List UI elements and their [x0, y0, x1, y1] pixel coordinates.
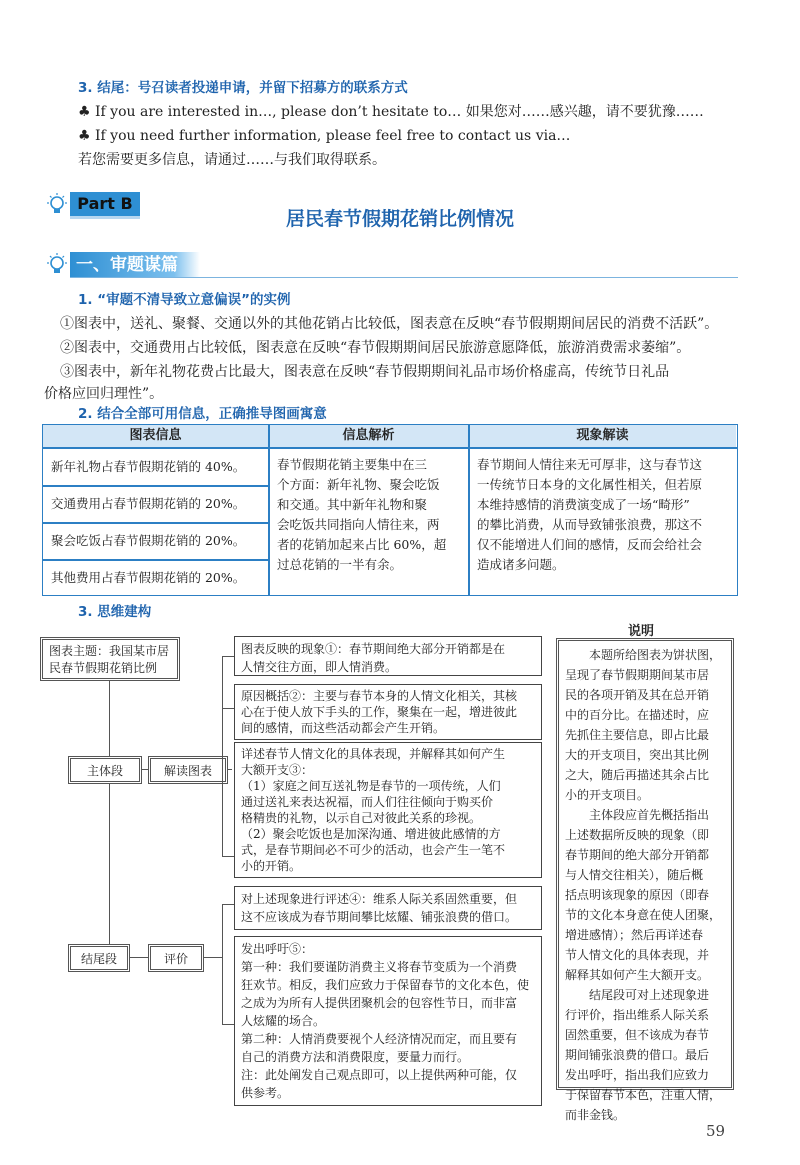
lightbulb-icon: [44, 252, 70, 278]
example-3: ③图表中，新年礼物花费占比最大，图表意在反映“春节假期期间礼品市场价格虚高，传统节日礼品: [60, 364, 670, 380]
table-header: 信息解析: [269, 425, 469, 447]
topic-box: 图表主题：我国某市居 民春节假期花销比例: [40, 637, 180, 681]
main-body-node: 主体段: [68, 756, 142, 784]
cause-box: 原因概括②：主要与春节本身的人情文化相关，其核 心在于使人放下手头的工作，聚集在一起，增进彼此 间的感情，而这些活动都会产生开销。: [234, 684, 542, 740]
phrase-line-3: 若您需要更多信息，请通过……与我们取得联系。: [78, 152, 386, 168]
table-row: 其他费用占春节假期花销的 20%。: [51, 570, 246, 585]
phenomenon-box: 图表反映的现象①：春节期间绝大部分开销都是在 人情交往方面，即人情消费。: [234, 636, 542, 676]
example-1: ①图表中，送礼、聚餐、交通以外的其他花销占比较低，图表意在反映“春节假期期间居民的消费不活跃”。: [60, 316, 719, 332]
info-table: [42, 424, 738, 596]
read-chart-node: 解读图表: [148, 756, 228, 784]
comment-box: 对上述现象进行评述④：维系人际关系固然重要，但 这不应该成为春节期间攀比炫耀、铺张浪费的借口。: [234, 886, 542, 930]
interpretation-cell: 春节期间人情往来无可厚非，这与春节这 一传统节日本身的文化属性相关，但若原 本维持感情的消费演变成了一场“畸形” 的攀比消费，从而导致铺张浪费，那这不 仅不能增进人们间的感情，反而会给社会 造成诸多问题。: [477, 457, 703, 572]
part-b-badge: Part B: [70, 192, 140, 216]
section-heading-review: 一、审题谋篇: [70, 252, 200, 278]
ending-node: 结尾段: [68, 944, 130, 972]
table-row: 新年礼物占春节假期花销的 40%。: [51, 459, 246, 474]
connector: [109, 681, 110, 957]
evaluate-node: 评价: [148, 944, 204, 972]
table-header: 图表信息: [43, 425, 269, 447]
table-row: 聚会吃饭占春节假期花销的 20%。: [51, 533, 246, 548]
note-box: 本题所给图表为饼状图， 呈现了春节假期期间某市居 民的各项开销及其在总开销 中的百分比。在描述时，应 先抓住主要信息，即占比最 大的开支项目，突出其比例 之大，随后再描述其余占比 小的开支项目。 主体段应首先概括指出 上述数据所反映的现象（即 春节期间的绝大部分开销都 与人情交往相关），随后概 括点明该现象的原因（即春 节的文化本身意在使人团聚， 增进感情）；然后再详述春 节人情文化的具体表现，并 解释其如何产生大额开支。 结尾段可对上述现象进 行评价，指出维系人际关系 固然重要，但不该成为春节 期间铺张浪费的借口。最后 发出呼吁，指出我们应致力 于保留春节本色，注重人情， 而非金钱。: [556, 638, 734, 1090]
table-row: 交通费用占春节假期花销的 20%。: [51, 496, 246, 511]
table-header: 现象解读: [469, 425, 736, 447]
subheading-ending: 3. 结尾：号召读者投递申请，并留下招募方的联系方式: [78, 80, 408, 96]
example-3-cont: 价格应回归理性”。: [44, 386, 164, 402]
section-rule: [70, 277, 738, 278]
page-number: 59: [706, 1122, 726, 1140]
detail-box: 详述春节人情文化的具体表现，并解释其如何产生 大额开支③： （1）家庭之间互送礼物是春节的一项传统，人们 通过送礼来表达祝福，而人们往往倾向于购买价 格精贵的礼物，以示自己对彼此关系的珍视。 （2）聚会吃饭也是加深沟通、增进彼此感情的方 式，是春节期间必不可少的活动，也会产生一笔不 小的开销。: [234, 742, 542, 878]
call-box: 发出呼吁⑤： 第一种：我们要谨防消费主义将春节变质为一个消费 狂欢节。相反，我们应致力于保留春节的文化本色，使 之成为为所有人提供团聚机会的包容性节日，而非富 人炫耀的场合。 第二种：人情消费要视个人经济情况而定，而且要有 自己的消费方法和消费限度，要量力而行。 注：此处阐发自己观点即可，以上提供两种可能，仅 供参考。: [234, 936, 542, 1106]
phrase-line-2: ♣ If you need further information, please feel free to contact us via…: [78, 128, 571, 144]
subheading-3: 3. 思维建构: [78, 604, 152, 620]
subheading-1: 1. “审题不清导致立意偏误”的实例: [78, 292, 291, 308]
subheading-2: 2. 结合全部可用信息，正确推导图画寓意: [78, 406, 327, 422]
phrase-line-1: ♣ If you are interested in…, please don’t hesitate to… 如果您对……感兴趣，请不要犹豫……: [78, 104, 704, 120]
section-title: 居民春节假期花销比例情况: [285, 208, 514, 230]
note-title: 说明: [628, 624, 655, 639]
analysis-cell: 春节假期花销主要集中在三 个方面：新年礼物、聚会吃饭 和交通。其中新年礼物和聚 会吃饭共同指向人情往来，两 者的花销加起来占比 60%，超 过总花销的一半有余。: [277, 457, 447, 572]
example-2: ②图表中，交通费用占比较低，图表意在反映“春节假期期间居民旅游意愿降低，旅游消费需求萎缩”。: [60, 340, 691, 356]
